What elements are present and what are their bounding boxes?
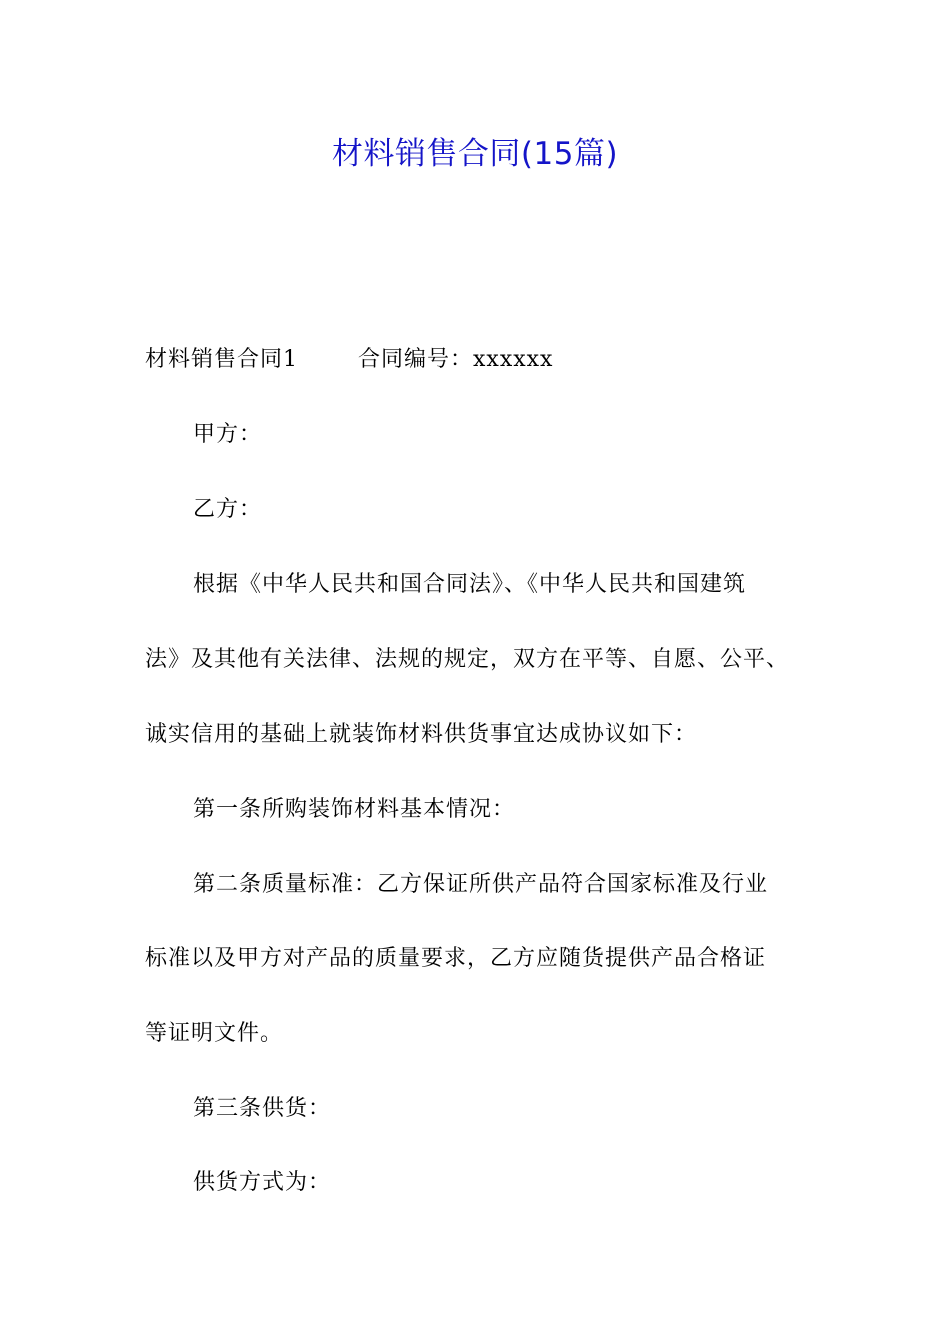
- party-a-line: 甲方：: [193, 422, 263, 447]
- supply-method-line: 供货方式为：: [193, 1170, 332, 1195]
- article-1: 第一条所购装饰材料基本情况：: [193, 797, 516, 822]
- article-2-line-1: 第二条质量标准：乙方保证所供产品符合国家标准及行业: [193, 872, 769, 897]
- paragraph-1-line-2: 法》及其他有关法律、法规的规定，双方在平等、自愿、公平、: [145, 647, 790, 672]
- paragraph-1-line-3: 诚实信用的基础上就装饰材料供货事宜达成协议如下：: [145, 722, 698, 747]
- contract-heading-line: [145, 345, 553, 375]
- contract-number: 合同编号：xxxxxx: [358, 347, 554, 372]
- article-3: 第三条供货：: [193, 1096, 332, 1121]
- contract-heading-label: 材料销售合同1: [145, 347, 298, 372]
- document-title: 材料销售合同(15篇): [331, 136, 619, 172]
- article-2-line-3: 等证明文件。: [145, 1021, 284, 1046]
- paragraph-1-line-1: 根据《中华人民共和国合同法》、《中华人民共和国建筑: [193, 572, 747, 597]
- party-b-line: 乙方：: [193, 497, 263, 522]
- article-2-line-2: 标准以及甲方对产品的质量要求，乙方应随货提供产品合格证: [145, 946, 767, 971]
